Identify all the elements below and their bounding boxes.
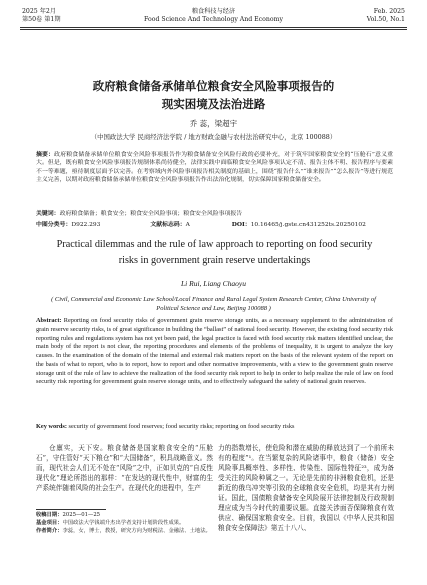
authors-cn: 乔 蕊，梁超宇 [189, 119, 238, 128]
keywords-cn [36, 210, 393, 218]
doi-value: 10.16465/j.gste.cn431252ts.20250102 [250, 222, 366, 228]
doc-code-label: 文献标志码： [150, 221, 186, 228]
affiliation-en: ( Civil, Commercial and Economic Law School/Local Finance and Rural Legal System Research Center, China University of Political Science and Law, Beijing 100088 ) [51, 296, 376, 312]
doi-label: DOI： [231, 221, 251, 228]
title-en-line2: risks in government grain reserve undertakings [118, 255, 311, 266]
keywords-en-text: security of government food reserves; food security risks; reporting on food security risks [68, 423, 295, 430]
journal-name-cn: 粮食科技与经济 [191, 8, 236, 15]
classification-row [36, 221, 366, 229]
footnote-fund [36, 520, 213, 528]
abstract-en-text: Reporting on food security risks of government grain reserve storage units, as a necessary supplement to the administration of grain reserve security risks, is of great significance in building the “ballast” of national food security. However, the existing food security risk reporting rules and regulations system has not yet been paid, the legal practice is faced with food security risk matters identified unclear, the main body of the report is not clear, the reporting procedures and elements of the problems of inequality, it is urgent to analyze the key causes. In the examination of the domain of the internal and external risk matters report on the basis of the relevant system of the report on the basis of what to report, who is to report, how to report and other normative improvements, with a view to the government grain reserve storage unit of the rule of law to achieve the realization of the food security risk report to help in order to help realize the rule of law on food security risk reporting for government grain reserve storage units, and to effectively safeguard the safety of national grain reserves. [36, 317, 393, 386]
footnote-received [36, 512, 213, 520]
clc-value: D922.293 [71, 222, 101, 228]
title-en-line1: Practical dilemmas and the rule of law approach to reporting on food security [56, 239, 373, 250]
abstract-en-label: Abstract: [36, 317, 62, 324]
header-rule [20, 27, 407, 28]
issue-date-en: Feb. 2025 [373, 8, 405, 15]
keywords-en [36, 423, 393, 432]
abstract-cn-text: 政府粮食储备承储单位粮食安全风险事项报告作为粮食储备安全风险行政的必要补充，对于筑牢国家粮食安全的“压舱石”意义重大。但是，既有粮食安全风险事项报告规制体系尚待健全，法律实践中面临粮食安全风险事项认定不清、报告主体不明、报告程序与要素不一等难题，亟待制度层面予以完善。在考察域内外风险事项报告相关制度的基础上，围绕“报告什么”“谁来报告”“怎么报告”等进行规范主义完善，以期对政府粮食储备承储单位粮食安全风险事项报告作出法治化规制，切实保障国家粮食储备安全。 [36, 152, 394, 183]
authors-en: Li Rui, Liang Chaoyu [180, 279, 246, 288]
volume-issue-cn: 第50卷 第1期 [22, 16, 61, 23]
clc-label: 中图分类号： [36, 221, 72, 228]
issue-date-cn: 2025 年2月 [22, 8, 57, 15]
body-column-right [218, 443, 394, 533]
author-bio-text: 李蕊，女，博士，教授，研究方向为财税法、金融法、土地法。 [62, 528, 211, 534]
keywords-en-label: Key words: [36, 423, 67, 430]
body-column-left [36, 443, 213, 493]
abstract-cn-label: 摘要： [36, 151, 55, 158]
running-header-center [0, 8, 427, 24]
fund-label: 基金项目： [36, 520, 63, 526]
footnote-rule [36, 509, 106, 510]
received-label: 收稿日期： [36, 512, 63, 518]
header-rule-thin [20, 29, 407, 30]
abstract-cn [36, 151, 393, 184]
affiliation-cn: （中国政法大学 民商经济法学院 / 地方财政金融与农村法治研究中心，北京 100088） [90, 133, 337, 141]
running-header-right [367, 8, 405, 24]
footnote-author [36, 528, 213, 536]
title-cn-line1: 政府粮食储备承储单位粮食安全风险事项报告的 [92, 79, 335, 93]
body-paragraph-right: 力的指数增长，使危险和潜在威胁的释放达到了一个前所未有的程度”¹。在当繁复杂的风险诸事中，粮食（储备）安全风险事具概率性、多样性、传染性、国际性特征²³，成为备受关注的风险种属之一。无论是先前的非洲粮食危机，还是新近的俄乌冲突等引致的全球粮食安全危机，均是其有力例证。国此，国债粮食储备安全风险展开法律控制及行政规制理应成为当今时代的重要议题。直接关涉面否保障粮食有效供应、确保国家粮食安全。目前，我国以《中华人民共和国粮食安全保障法》第五十八八、 [218, 444, 394, 532]
journal-name-en: Food Science And Technology And Economy [144, 16, 283, 23]
volume-issue-en: Vol.50, No.1 [366, 16, 405, 23]
received-date: 2025—01—25 [62, 512, 101, 518]
author-bio-label: 作者简介： [36, 528, 63, 534]
abstract-en [36, 317, 393, 387]
keywords-cn-text: 政府粮食储备；粮食安全；粮食安全风险事项；粮食安全风险事项报告 [59, 211, 243, 217]
doc-code-value: A [185, 222, 190, 228]
title-cn-line2: 现实困境及法治进路 [161, 97, 266, 111]
fund-text: 中国政法大学钱端升杰出学者支持计划阶段性成果。 [62, 520, 185, 526]
body-paragraph-left: 仓廪实，天下安。粮食储备是国家粮食安全的“压舱石”，守住管好“天下粮仓”和“大国储备”，积具战略意义。然而，现代社会人们无不处在“风险”之中，正如贝克的“自反性现代化”理论所指出的那样：“在发达的现代性中，财富的生产系统伴随着风险的社会生产。在现代化的进程中，生产 [36, 444, 213, 492]
keywords-cn-label: 关键词： [36, 210, 60, 217]
